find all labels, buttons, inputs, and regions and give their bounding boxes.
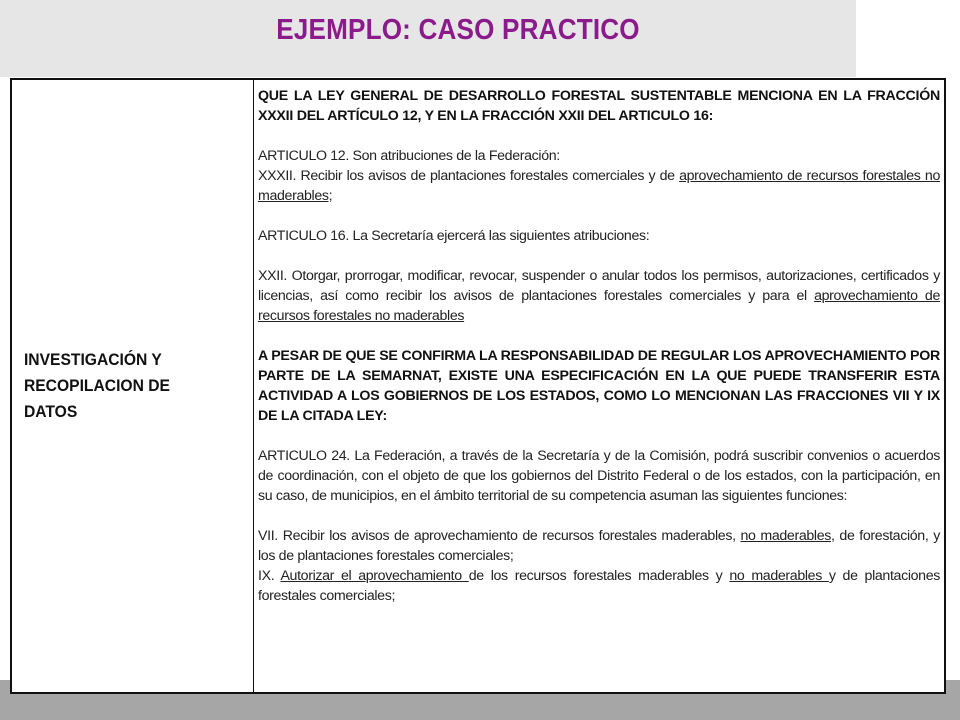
fraction-vii-text-a: VII. Recibir los avisos de aprovechamiento de recursos forestales maderables, xyxy=(258,528,741,544)
fraction-xxxii-text: XXXII. Recibir los avisos de plantaciones forestales comerciales y de xyxy=(258,168,680,184)
intro-text: QUE LA LEY GENERAL DE DESARROLLO FORESTAL SUSTENTABLE MENCIONA EN LA FRACCIÓN XXXII DEL ARTÍCULO 12, Y EN LA FRACCIÓN XXII DEL ARTICULO 16: xyxy=(258,88,940,124)
row-label: INVESTIGACIÓN Y RECOPILACION DE DATOS xyxy=(23,350,170,421)
fraction-vii xyxy=(258,526,940,566)
article-24-text: ARTICULO 24. La Federación, a través de la Secretaría y de la Comisión, podrá suscribir convenios o acuerdos de coordinación, con el objeto de que los gobiernos del Distrito Federal o de los estados, con la participación, en su caso, de municipios, en el ámbito territorial de su competencia asuman las siguientes funciones: xyxy=(258,448,940,504)
fraction-ix-text-a: IX. xyxy=(258,568,281,584)
article-16-fraction-xxii xyxy=(258,266,940,326)
fraction-vii-text-b: , de forestación, y los de plantaciones forestales comerciales; xyxy=(258,528,940,564)
page-title: EJEMPLO: CASO PRACTICO xyxy=(276,14,640,46)
fraction-ix-underlined-1: Autorizar el aprovechamiento xyxy=(280,568,469,584)
fraction-xxii-text: XXII. Otorgar, prorrogar, modificar, revocar, suspender o anular todos los permisos, autorizaciones, certificados y licencias, así como recibir los avisos de plantaciones forestales comerciales y para el xyxy=(258,268,940,304)
column-divider xyxy=(253,80,254,692)
right-cell xyxy=(258,86,940,606)
article-16-heading: ARTICULO 16. La Secretaría ejercerá las siguientes atribuciones: xyxy=(258,228,650,244)
note-text: A PESAR DE QUE SE CONFIRMA LA RESPONSABILIDAD DE REGULAR LOS APROVECHAMIENTO POR PARTE DE LA SEMARNAT, EXISTE UNA ESPECIFICACIÓN EN LA QUE PUEDE TRANSFERIR ESTA ACTIVIDAD A LOS GOBIERNOS DE LOS ESTADOS, COMO LO MENCIONAN LAS FRACCIONES VII Y IX DE LA CITADA LEY: xyxy=(258,348,940,424)
article-12-fraction-xxxii xyxy=(258,166,940,206)
fraction-xxxii-underlined: aprovechamiento de recursos forestales no maderables; xyxy=(258,168,940,204)
content-table xyxy=(10,78,946,694)
left-cell xyxy=(12,80,253,692)
fraction-ix-underlined-2: no maderables xyxy=(729,568,829,584)
fraction-ix-text-c: y de plantaciones forestales comerciales; xyxy=(258,568,941,604)
fraction-xxii-underlined: aprovechamiento de recursos forestales no maderables xyxy=(258,288,940,324)
fraction-ix xyxy=(258,566,940,606)
article-12-heading: ARTICULO 12. Son atribuciones de la Federación: xyxy=(258,148,560,164)
fraction-vii-underlined: no maderables xyxy=(740,528,831,544)
fraction-ix-text-b: de los recursos forestales maderables y xyxy=(468,568,730,584)
